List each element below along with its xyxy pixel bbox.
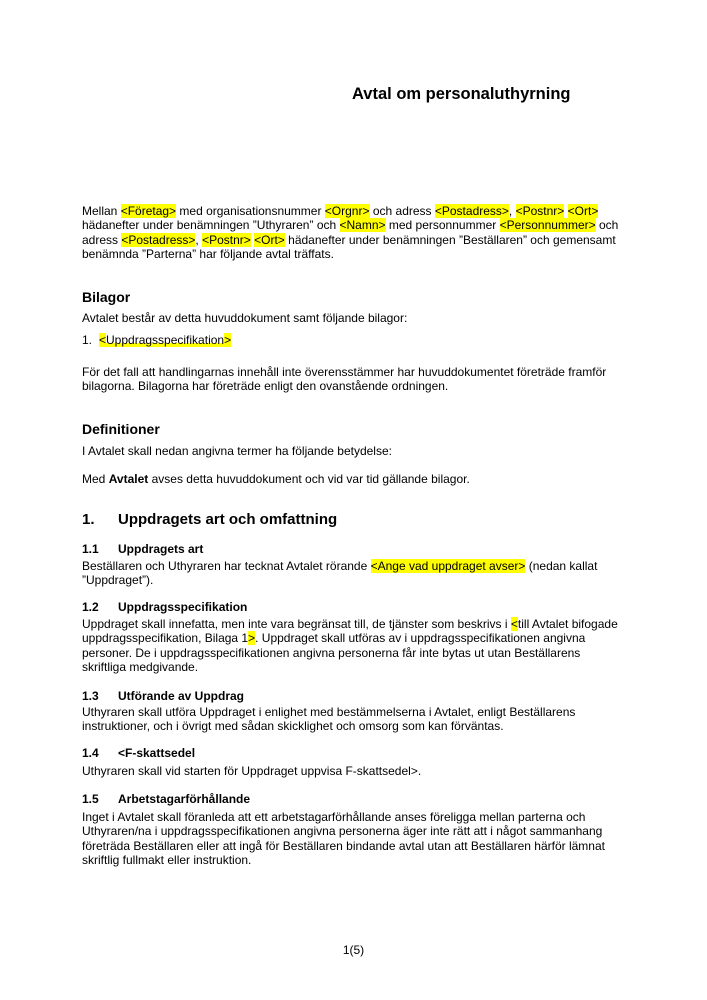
section-1-number: 1. — [82, 511, 95, 528]
section-heading-bilagor: Bilagor — [82, 289, 131, 305]
subsection-1-2-title: Uppdragsspecifikation — [118, 600, 248, 614]
section-1-heading — [82, 511, 623, 529]
subsection-1-5-heading — [82, 792, 623, 806]
document-title: Avtal om personaluthyrning — [352, 85, 571, 103]
subsection-1-1-title: Uppdragets art — [118, 542, 204, 556]
subsection-1-3-heading — [82, 689, 623, 703]
bilagor-intro: Avtalet består av detta huvuddokument samt följande bilagor: — [82, 311, 408, 325]
subsection-1-3-body: Uthyraren skall utföra Uppdraget i enlighet med bestämmelserna i Avtalet, enligt Beställarens instruktioner, och i övrigt med sådan skicklighet och omsorg som kan förväntas. — [82, 705, 576, 734]
subsection-1-2-body: Uppdraget skall innefatta, men inte vara begränsat till, de tjänster som beskrivs i <till Avtalet bifogade uppdragsspecifikation, Bilaga 1>. Uppdraget skall utföras av i uppdragsspecifikationen angivna personer. De i uppdragsspecifikationen angivna personerna får inte bytas ut utan Beställarens skriftliga medgivande. — [82, 617, 618, 675]
section-heading-definitioner: Definitioner — [82, 421, 160, 437]
subsection-1-4-heading — [82, 746, 623, 760]
subsection-1-3-title: Utförande av Uppdrag — [118, 689, 245, 703]
subsection-1-4-number: 1.4 — [82, 746, 99, 760]
subsection-1-5-body: Inget i Avtalet skall föranleda att ett arbetstagarförhållande anses föreligga mellan parterna och Uthyraren/na i uppdragsspecifikationen angivna personerna äger inte rätt att i något sammanhang företräda Beställaren eller att ingå för Beställaren bindande avtal utan att Beställaren härför lämnat skriftlig fullmakt eller instruktion. — [82, 810, 605, 868]
subsection-1-5-number: 1.5 — [82, 792, 99, 806]
subsection-1-1-heading — [82, 542, 623, 556]
subsection-1-1-body: Beställaren och Uthyraren har tecknat Avtalet rörande <Ange vad uppdraget avser> (nedan kallat ”Uppdraget”). — [82, 559, 598, 588]
definitioner-intro: I Avtalet skall nedan angivna termer ha följande betydelse: — [82, 444, 392, 458]
section-1-title: Uppdragets art och omfattning — [118, 511, 338, 528]
subsection-1-4-title: <F-skattsedel — [118, 746, 196, 760]
definitioner-body: Med Avtalet avses detta huvuddokument och vid var tid gällande bilagor. — [82, 472, 470, 486]
subsection-1-5-title: Arbetstagarförhållande — [118, 792, 251, 806]
page-number: 1(5) — [342, 943, 365, 957]
attachment-list-item — [82, 333, 623, 347]
subsection-1-1-number: 1.1 — [82, 542, 99, 556]
bilagor-note: För det fall att handlingarnas innehåll inte överensstämmer har huvuddokumentet företräde framför bilagorna. Bilagorna har företräde enligt den ovanstående ordningen. — [82, 365, 607, 394]
list-number: 1. — [82, 333, 93, 347]
subsection-1-4-body: Uthyraren skall vid starten för Uppdraget uppvisa F-skattsedel>. — [82, 764, 422, 778]
intro-paragraph: Mellan <Företag> med organisationsnummer <Orgnr> och adress <Postadress>, <Postnr> <Ort> hädanefter under benämningen ”Uthyraren” och <Namn> med personnummer <Personnummer> och adress <Postadress>, <Postnr> <Ort> hädanefter under benämningen ”Beställaren” och gemensamt benämnda ”Parterna” har följande avtal träffats. — [82, 204, 619, 262]
subsection-1-2-number: 1.2 — [82, 600, 99, 614]
subsection-1-2-heading — [82, 600, 623, 614]
list-item-text: <Uppdragsspecifikation> — [99, 333, 232, 347]
subsection-1-3-number: 1.3 — [82, 689, 99, 703]
